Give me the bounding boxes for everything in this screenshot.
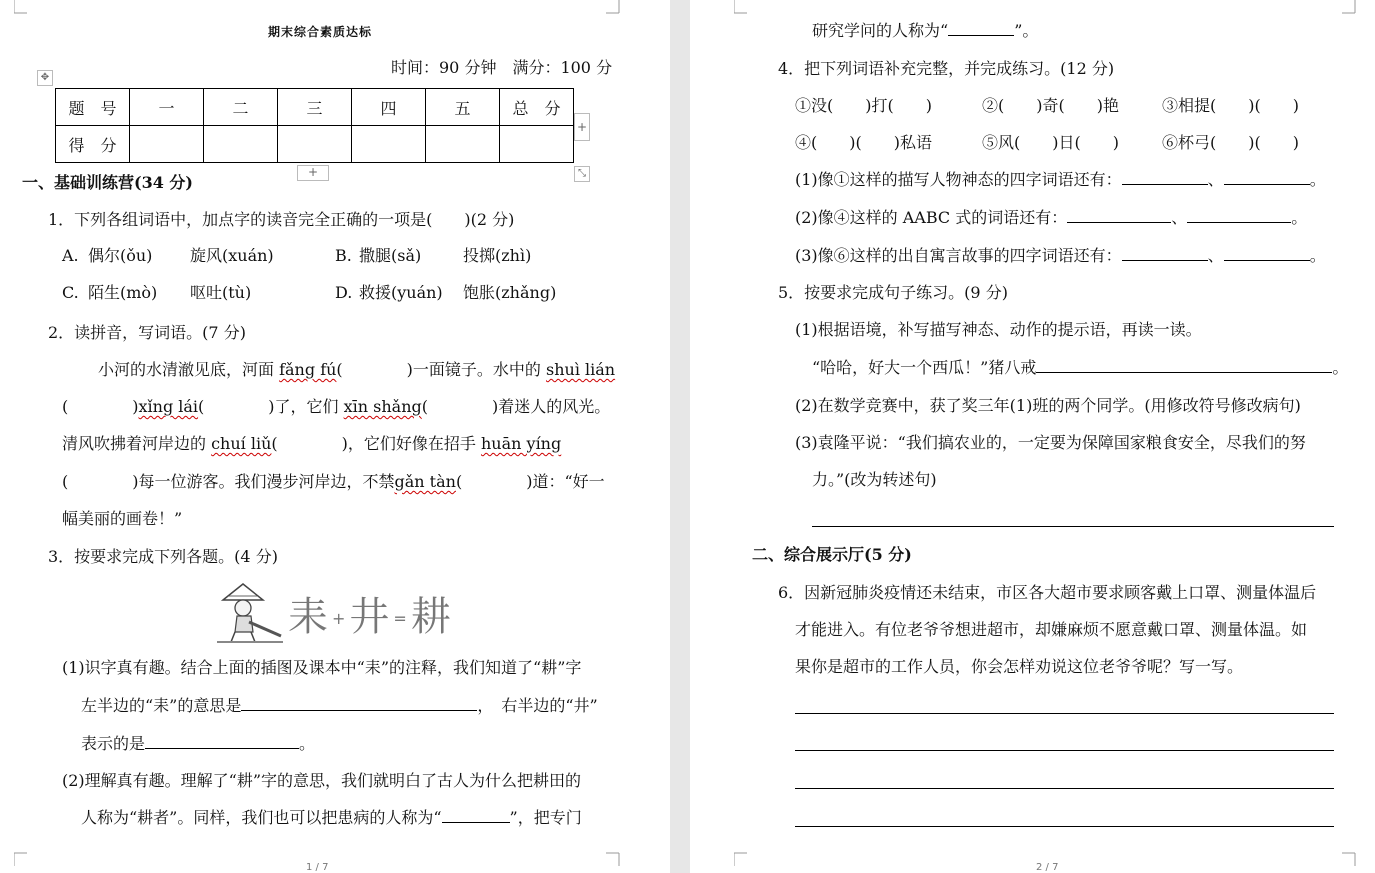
- answer-line[interactable]: [795, 713, 1334, 714]
- answer-blank[interactable]: [241, 696, 477, 711]
- page-corner-mark: [606, 852, 620, 866]
- option-a-label: A.: [62, 246, 79, 265]
- continued-text: [812, 21, 1038, 41]
- farmer-plowing-illustration: [215, 578, 285, 646]
- separator: 、: [1207, 170, 1224, 189]
- table-cell: 题 号: [56, 89, 130, 126]
- passage-text: ( )一面镜子。水中的: [336, 360, 546, 379]
- q5-sub1: (1)根据语境，补写描写神态、动作的提示语，再读一读。: [795, 320, 1202, 339]
- question-text: ”。: [1014, 21, 1039, 40]
- table-resize-handle[interactable]: ⤡: [574, 166, 590, 182]
- score-table-header-row: [56, 89, 574, 126]
- q2-line-1: [98, 360, 615, 380]
- time-info: 时间：90 分钟 满分：100 分: [391, 58, 613, 77]
- table-cell: 五: [426, 89, 500, 126]
- score-cell[interactable]: [500, 126, 574, 163]
- option-a-word-2: 旋风(xuán): [190, 246, 274, 265]
- page-corner-mark: [734, 0, 748, 14]
- table-cell: 三: [278, 89, 352, 126]
- passage-text: 小河的水清澈见底，河面: [98, 360, 280, 379]
- char-geng: 耕: [410, 594, 451, 640]
- page-number: 1 / 7: [306, 862, 329, 873]
- question-text: 表示的是: [81, 734, 146, 753]
- answer-line[interactable]: [795, 826, 1334, 827]
- section-1-title: 一、基础训练营(34 分): [22, 173, 193, 192]
- question-4-stem: 4．把下列词语补充完整，并完成练习。(12 分): [778, 59, 1115, 78]
- score-cell[interactable]: [278, 126, 352, 163]
- option-c-label: C.: [62, 283, 79, 302]
- option-d-word-1: 救援(yuán): [359, 283, 443, 302]
- table-cell: 得 分: [56, 126, 130, 163]
- answer-blank[interactable]: [948, 21, 1014, 36]
- question-text: ， 右半边的“井”: [477, 696, 598, 715]
- q3-sub2-line-2: [81, 808, 582, 828]
- question-text: (2)像④这样的 AABC 式的词语还有：: [795, 208, 1068, 227]
- question-text: (1)像①这样的描写人物神态的四字词语还有：: [795, 170, 1122, 189]
- option-c-word-1: 陌生(mò): [88, 283, 158, 302]
- q2-line-2: [62, 397, 610, 417]
- answer-blank[interactable]: [1122, 246, 1208, 261]
- score-table: [55, 88, 574, 163]
- table-move-handle[interactable]: ✥: [37, 70, 53, 86]
- q2-line-4: [62, 472, 605, 492]
- idiom-6: ⑥杯弓( )( ): [1162, 133, 1299, 152]
- score-table-score-row: [56, 126, 574, 163]
- answer-blank[interactable]: [1187, 208, 1291, 223]
- page-2: [690, 0, 1375, 873]
- section-2-title: 二、综合展示厅(5 分): [752, 545, 912, 564]
- table-cell: 一: [130, 89, 204, 126]
- q5-sub3-line-2: 力。”(改为转述句): [812, 470, 937, 489]
- pinyin-prompt: xǐng lái: [138, 397, 199, 416]
- char-lei: 耒: [288, 594, 328, 640]
- question-text: (3)像⑥这样的出自寓言故事的四字词语还有：: [795, 246, 1122, 265]
- table-cell: 二: [204, 89, 278, 126]
- answer-blank[interactable]: [442, 808, 510, 823]
- table-cell: 四: [352, 89, 426, 126]
- option-d-word-2: 饱胀(zhǎng): [463, 283, 557, 302]
- q5-sub2: (2)在数学竞赛中，获了奖三年(1)班的两个同学。(用修改符号修改病句): [795, 396, 1301, 415]
- q3-sub1-line-3: [81, 734, 315, 754]
- q4-sub3: [795, 246, 1326, 266]
- answer-blank[interactable]: [1122, 170, 1208, 185]
- question-text: 。: [1309, 170, 1326, 189]
- page-corner-mark: [734, 852, 748, 866]
- pinyin-prompt: shuì lián: [546, 360, 616, 379]
- pinyin-prompt: huān yíng: [480, 434, 562, 453]
- option-b-word-2: 投掷(zhì): [463, 246, 532, 265]
- option-a-word-1: 偶尔(ǒu): [88, 246, 153, 265]
- option-d-label: D.: [335, 283, 353, 302]
- separator: 、: [1171, 208, 1188, 227]
- option-c-word-2: 呕吐(tù): [190, 283, 252, 302]
- q2-line-5: 幅美丽的画卷！”: [62, 509, 183, 528]
- passage-text: ( )着迷人的风光。: [421, 397, 611, 416]
- answer-blank[interactable]: [1036, 358, 1332, 373]
- page-corner-mark: [1342, 0, 1356, 14]
- idiom-1: ①没( )打( ): [795, 96, 932, 115]
- answer-blank[interactable]: [145, 734, 299, 749]
- question-5-stem: 5．按要求完成句子练习。(9 分): [778, 283, 1008, 302]
- idiom-3: ③相提( )( ): [1162, 96, 1299, 115]
- q3-sub1-line-1: (1)识字真有趣。结合上面的插图及课本中“耒”的注释，我们知道了“耕”字: [62, 658, 582, 677]
- page-corner-mark: [606, 0, 620, 14]
- question-text: 。: [1291, 208, 1308, 227]
- passage-text: ( )每一位游客。我们漫步河岸边，不禁: [62, 472, 395, 491]
- answer-blank[interactable]: [1067, 208, 1171, 223]
- answer-line[interactable]: [812, 526, 1334, 527]
- passage-text: ( ): [62, 397, 139, 416]
- passage-text: ( )道：“好一: [455, 472, 605, 491]
- pinyin-prompt: xīn shǎng: [343, 397, 422, 416]
- question-1-stem: 1．下列各组词语中，加点字的读音完全正确的一项是( )(2 分): [48, 210, 515, 229]
- idiom-2: ②( )奇( )艳: [982, 96, 1119, 115]
- question-6-line-1: 6．因新冠肺炎疫情还未结束，市区各大超市要求顾客戴上口罩、测量体温后: [778, 583, 1317, 602]
- question-text: 。: [1332, 358, 1349, 377]
- answer-line[interactable]: [795, 788, 1334, 789]
- question-text: ”，把专门: [509, 808, 582, 827]
- character-composition: [288, 594, 451, 642]
- page-number: 2 / 7: [1036, 862, 1059, 873]
- passage-text: ( )了，它们: [198, 397, 344, 416]
- answer-blank[interactable]: [1224, 170, 1310, 185]
- pinyin-prompt: chuí liǔ: [211, 434, 272, 453]
- page-corner-mark: [14, 0, 28, 14]
- add-row-button[interactable]: +: [297, 165, 329, 181]
- idiom-4: ④( )( )私语: [795, 133, 932, 152]
- option-b-label: B.: [335, 246, 352, 265]
- q2-line-3: [62, 434, 561, 454]
- page-1: [0, 0, 670, 873]
- equals-sign: =: [393, 609, 407, 628]
- question-6-line-3: 果你是超市的工作人员，你会怎样劝说这位老爷爷呢？写一写。: [795, 657, 1244, 676]
- question-text: 。: [299, 734, 316, 753]
- answer-line[interactable]: [795, 750, 1334, 751]
- score-cell[interactable]: [426, 126, 500, 163]
- q4-sub2: [795, 208, 1307, 228]
- char-jing: 井: [349, 594, 390, 640]
- score-cell[interactable]: [352, 126, 426, 163]
- question-text: 研究学问的人称为“: [812, 21, 949, 40]
- question-2-stem: 2．读拼音，写词语。(7 分): [48, 323, 246, 342]
- idiom-5: ⑤风( )日( ): [982, 133, 1119, 152]
- pinyin-prompt: gǎn tàn: [394, 472, 456, 491]
- question-text: 人称为“耕者”。同样，我们也可以把患病的人称为“: [81, 808, 442, 827]
- page-corner-mark: [1342, 852, 1356, 866]
- page-corner-mark: [14, 852, 28, 866]
- question-3-stem: 3．按要求完成下列各题。(4 分): [48, 547, 278, 566]
- plus-sign: +: [332, 609, 346, 628]
- question-text: “哈哈，好大一个西瓜！”猪八戒: [812, 358, 1037, 377]
- add-column-button[interactable]: +: [574, 113, 590, 141]
- document-title: 期末综合素质达标: [268, 25, 373, 39]
- answer-blank[interactable]: [1224, 246, 1310, 261]
- question-text: 左半边的“耒”的意思是: [81, 696, 242, 715]
- question-text: 。: [1309, 246, 1326, 265]
- option-b-word-1: 撒腿(sǎ): [359, 246, 422, 265]
- q3-sub2-line-1: (2)理解真有趣。理解了“耕”字的意思，我们就明白了古人为什么把耕田的: [62, 771, 582, 790]
- score-cell[interactable]: [204, 126, 278, 163]
- passage-text: 清风吹拂着河岸边的: [62, 434, 212, 453]
- table-cell: 总 分: [500, 89, 574, 126]
- question-6-line-2: 才能进入。有位老爷爷想进超市，却嫌麻烦不愿意戴口罩、测量体温。如: [795, 620, 1308, 639]
- q3-sub1-line-2: [81, 696, 598, 716]
- passage-text: ( )，它们好像在招手: [271, 434, 481, 453]
- q5-sub1-sentence: [812, 358, 1348, 378]
- separator: 、: [1207, 246, 1224, 265]
- q5-sub3-line-1: (3)袁隆平说：“我们搞农业的，一定要为保障国家粮食安全，尽我们的努: [795, 433, 1306, 452]
- pinyin-prompt: fǎng fú: [279, 360, 337, 379]
- q4-sub1: [795, 170, 1326, 190]
- score-cell[interactable]: [130, 126, 204, 163]
